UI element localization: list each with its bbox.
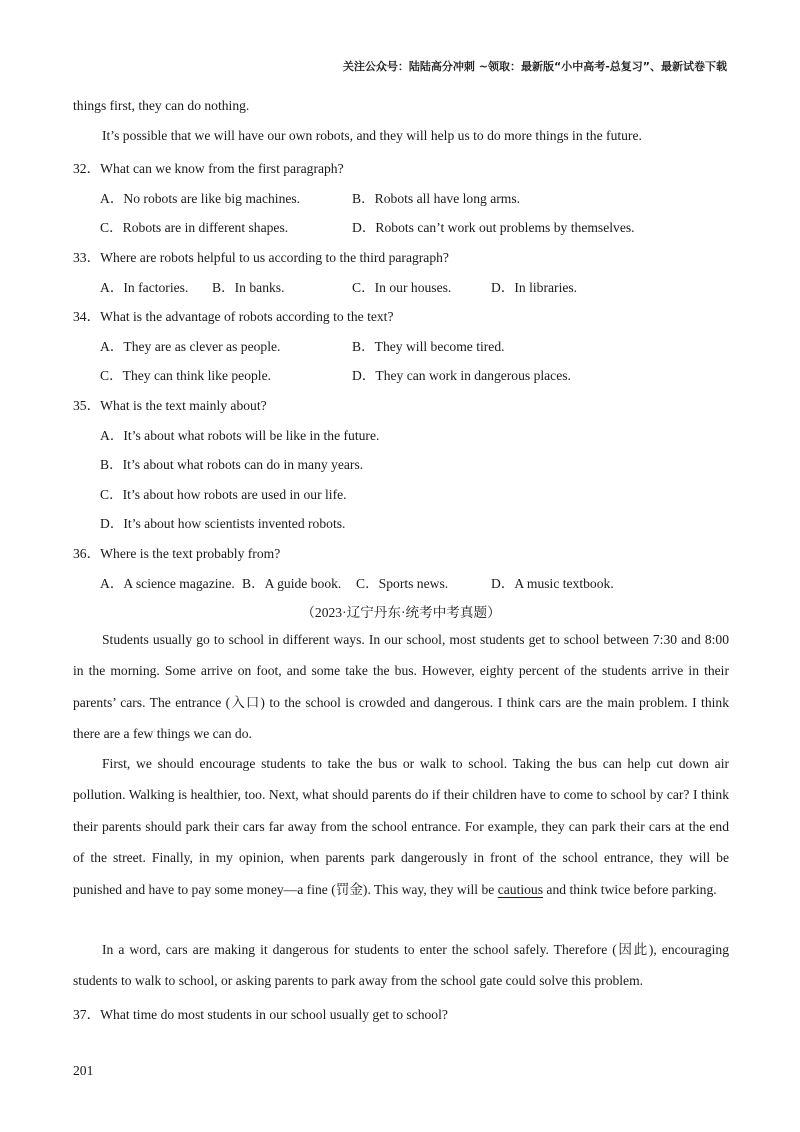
question-37-stem: 37．What time do most students in our school usually get to school? (73, 1007, 448, 1022)
question-36-option-c: C．Sports news. (356, 576, 449, 591)
passage-line: It’s possible that we will have our own robots, and they will help us to do more things in the future. (102, 128, 642, 143)
passage-line: things first, they can do nothing. (73, 98, 250, 113)
question-35-option-a: A．It’s about what robots will be like in the future. (100, 428, 380, 443)
question-32-option-d: D．Robots can’t work out problems by themselves. (352, 220, 635, 235)
question-33-option-d: D．In libraries. (491, 280, 578, 295)
page-number: 201 (73, 1063, 94, 1078)
paragraph-2-text-b: and think twice before parking. (543, 881, 717, 897)
passage-paragraph-1: Students usually go to school in different ways. In our school, most students get to school between 7:30 and 8:00 in the morning. Some arrive on foot, and some take the bus. However, eighty percent of the students arrive in their parents’ cars. The entrance (入口) to the school is crowded and dangerous. I think cars are the main problem. I think there are a few things we can do. (73, 632, 729, 742)
question-32-option-c: C．Robots are in different shapes. (100, 220, 289, 235)
question-34-option-d: D．They can work in dangerous places. (352, 368, 571, 383)
question-35-stem: 35．What is the text mainly about? (73, 398, 267, 413)
question-34-stem: 34．What is the advantage of robots according to the text? (73, 309, 394, 324)
question-33-option-c: C．In our houses. (352, 280, 452, 295)
section-source: （2023·辽宁丹东·统考中考真题） (301, 605, 501, 620)
underlined-word: cautious (497, 881, 544, 897)
question-34-option-a: A．They are as clever as people. (100, 339, 281, 354)
question-33-stem: 33．Where are robots helpful to us according to the third paragraph? (73, 250, 449, 265)
question-34-option-c: C．They can think like people. (100, 368, 272, 383)
question-35-option-b: B．It’s about what robots can do in many years. (100, 457, 364, 472)
passage-paragraph-3: In a word, cars are making it dangerous for students to enter the school safely. Therefore (因此), encouraging students to walk to school, or asking parents to park away from the school gate could solve this problem. (73, 942, 729, 989)
page-header: 关注公众号：陆陆高分冲刺 ~领取：最新版“小中高考-总复习”、最新试卷下载 (342, 60, 727, 73)
question-33-option-b: B．In banks. (212, 280, 285, 295)
question-34-option-b: B．They will become tired. (352, 339, 505, 354)
question-32-stem: 32．What can we know from the first paragraph? (73, 161, 344, 176)
question-33-option-a: A．In factories. (100, 280, 189, 295)
question-36-option-d: D．A music textbook. (491, 576, 614, 591)
question-35-option-c: C．It’s about how robots are used in our life. (100, 487, 347, 502)
question-32-option-b: B．Robots all have long arms. (352, 191, 521, 206)
passage-paragraph-2 (73, 748, 729, 905)
paragraph-2-text-a: First, we should encourage students to take the bus or walk to school. Taking the bus can help cut down air pollution. Walking is healthier, too. Next, what should parents do if their children have to come to school by car? I think their parents should park their cars far away from the school entrance. For example, they can park their cars at the end of the street. Finally, in my opinion, when parents park dangerously in front of the school entrance, they will be punished and have to pay some money—a fine (罚金). This way, they will be (73, 756, 729, 897)
question-36-stem: 36．Where is the text probably from? (73, 546, 281, 561)
question-32-option-a: A．No robots are like big machines. (100, 191, 301, 206)
question-35-option-d: D．It’s about how scientists invented robots. (100, 516, 346, 531)
question-36-option-b: B．A guide book. (242, 576, 342, 591)
question-36-option-a: A．A science magazine. (100, 576, 235, 591)
